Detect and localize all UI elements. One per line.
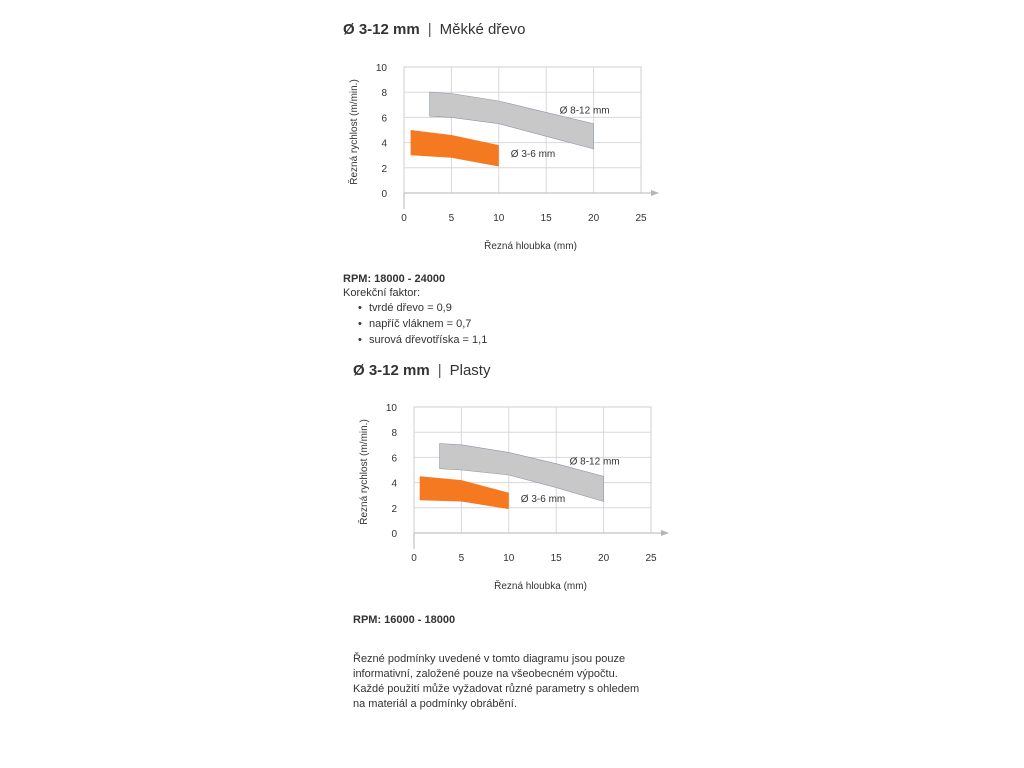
y-tick-label: 4 [391, 478, 397, 490]
y-tick-label: 2 [381, 163, 387, 175]
factor-item: • napříč vláknem = 0,7 [355, 316, 487, 332]
x-axis-title: Řezná hloubka (mm) [494, 581, 587, 592]
rpm-softwood-text: RPM: 18000 - 24000 [343, 273, 446, 285]
y-tick-label: 6 [381, 113, 387, 125]
note-line: na materiál a podmínky obrábění. [353, 698, 517, 710]
chart2-heading-size: Ø 3-12 mm [353, 362, 430, 379]
x-tick-label: 10 [503, 553, 515, 564]
band-small-diameter [420, 476, 509, 509]
note-line: Každé použití může vyžadovat různé parametry s ohledem [353, 683, 640, 695]
y-axis-title: Řezná rychlost (m/min.) [349, 79, 360, 185]
y-tick-label: 8 [381, 88, 387, 100]
y-tick-label: 2 [391, 503, 397, 515]
series-label: Ø 8-12 mm [559, 105, 610, 117]
note-line: informativní, založené pouze na všeobecném výpočtu. [353, 668, 618, 680]
chart2-heading-material: Plasty [449, 362, 491, 379]
y-tick-label: 4 [381, 138, 387, 150]
y-axis-title: Řezná rychlost (m/min.) [359, 419, 370, 525]
factor-item: • surová dřevotříska = 1,1 [355, 332, 487, 348]
x-tick-label: 0 [401, 213, 407, 224]
chart1-heading-material: Měkké dřevo [439, 21, 526, 38]
y-tick-label: 6 [391, 453, 397, 465]
x-tick-label: 15 [550, 553, 562, 564]
chart1-heading-separator: | [427, 21, 432, 38]
x-tick-label: 10 [493, 213, 505, 224]
series-label: Ø 3-6 mm [510, 148, 556, 160]
x-tick-label: 25 [635, 213, 647, 224]
x-tick-label: 25 [645, 553, 657, 564]
x-tick-label: 5 [448, 213, 455, 224]
y-tick-label: 0 [391, 529, 397, 540]
note-line: Řezné podmínky uvedené v tomto diagramu jsou pouze [353, 653, 626, 665]
y-tick-label: 8 [391, 428, 397, 440]
x-tick-label: 20 [598, 553, 610, 564]
y-tick-label: 0 [381, 189, 387, 200]
y-tick-label: 10 [385, 403, 397, 414]
rpm-plastics [353, 612, 455, 628]
disclaimer-note [353, 652, 683, 712]
x-tick-label: 20 [588, 213, 600, 224]
rpm-plastics-text: RPM: 16000 - 18000 [353, 614, 456, 626]
series-label: Ø 3-6 mm [520, 493, 566, 505]
factor-item: • tvrdé dřevo = 0,9 [355, 300, 487, 316]
x-axis-arrow [661, 530, 669, 536]
series-label: Ø 8-12 mm [569, 456, 620, 468]
x-tick-label: 0 [411, 553, 417, 564]
correction-label: Korekční faktor: [343, 287, 421, 299]
x-axis-title: Řezná hloubka (mm) [484, 241, 577, 252]
chart2-heading-separator: | [437, 362, 442, 379]
chart1-heading-size: Ø 3-12 mm [343, 21, 420, 38]
y-tick-label: 10 [375, 63, 387, 74]
x-tick-label: 5 [458, 553, 465, 564]
x-tick-label: 15 [540, 213, 552, 224]
